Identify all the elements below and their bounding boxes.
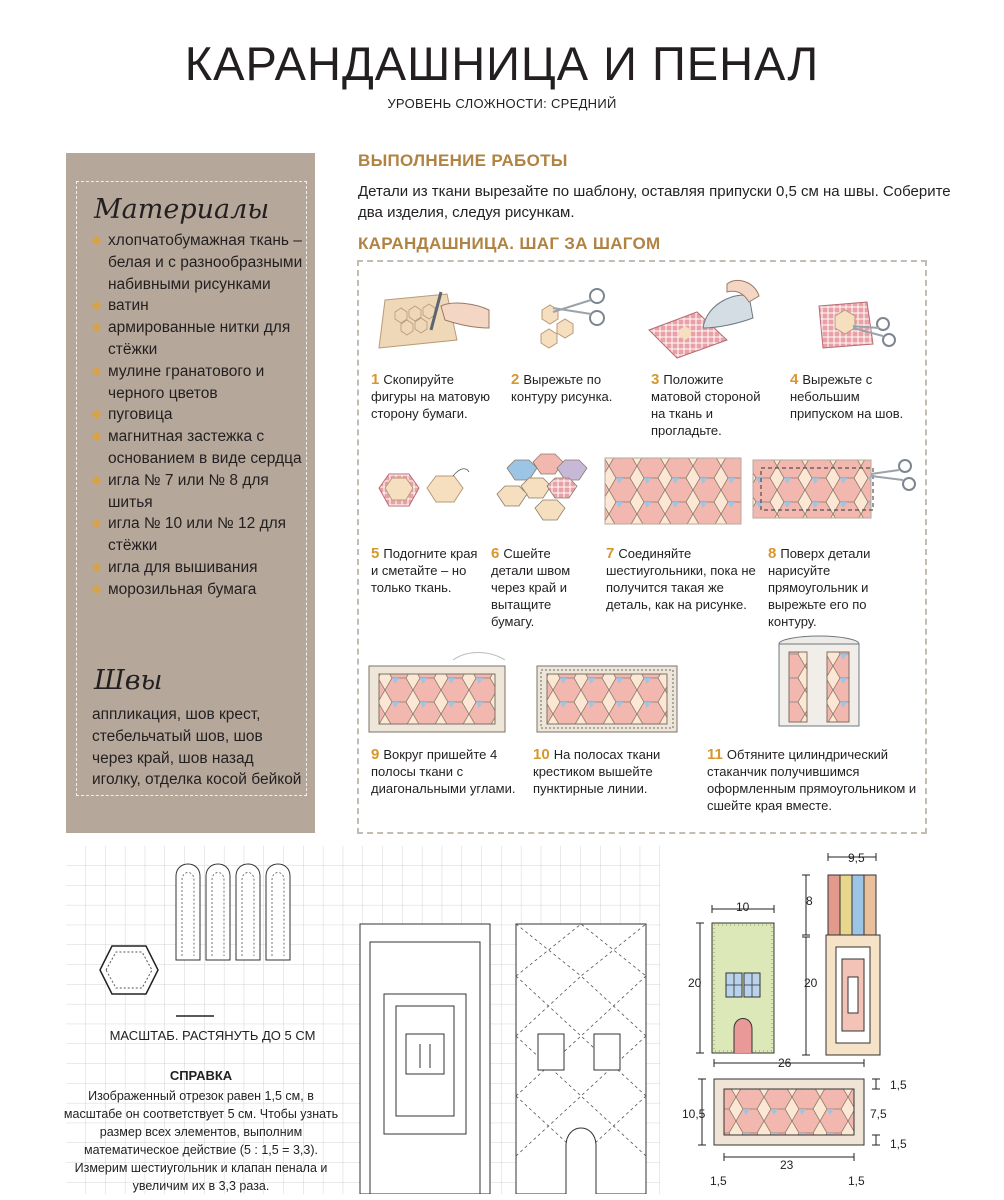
dim-holder-width: 9,5 (848, 851, 865, 865)
list-item: мулине гранатового и черного цветов (88, 361, 312, 405)
step-10: 10 На полосах ткани крестиком вышейте пунктирные линии. (533, 746, 661, 796)
dim-panel-left-margin: 1,5 (710, 1174, 727, 1188)
step-8-illustration (753, 460, 915, 518)
pencil-case-front (712, 923, 774, 1053)
work-heading: ВЫПОЛНЕНИЕ РАБОТЫ (358, 151, 568, 170)
finished-products (680, 845, 900, 1190)
step-2: 2 Вырежьте по контуру рисунка. (511, 371, 613, 404)
dim-holder-height: 20 (804, 976, 818, 990)
step-3-illustration (649, 280, 759, 358)
materials-list (88, 230, 312, 601)
pencil-case-flap (714, 1079, 864, 1145)
step-11-illustration (779, 636, 859, 726)
list-item: игла № 7 или № 8 для шитья (88, 470, 312, 514)
dim-panel-right-margin: 1,5 (848, 1174, 865, 1188)
step-6: 6 Сшейте детали швом через край и вытащите бумагу. (491, 545, 571, 629)
hexagon-template (100, 946, 158, 994)
step-4: 4 Вырежьте с небольшим припуском на шов. (790, 371, 904, 421)
dim-case-width: 10 (736, 900, 750, 914)
step-1-illustration (379, 292, 489, 348)
step-9: 9 Вокруг пришейте 4 полосы ткани с диагональными углами. (371, 746, 516, 796)
step-11: 11 Обтяните цилиндрический стаканчик получившимся оформленным прямоугольником и сшейте края вместе. (707, 746, 917, 813)
list-item: магнитная застежка с основанием в виде сердца (88, 426, 312, 470)
dim-panel-inner-height: 7,5 (870, 1107, 887, 1121)
dim-panel-border-bottom: 1,5 (890, 1137, 907, 1151)
step-7: 7 Соединяйте шестиугольники, пока не получится такая же деталь, как на рисунке. (606, 545, 756, 612)
seams-text: аппликация, шов крест, стебельчатый шов, шов через край, шов назад иголку, отделка косой бейкой (92, 706, 302, 789)
seams-heading: Швы (94, 665, 163, 696)
steps-heading: КАРАНДАШНИЦА. ШАГ ЗА ШАГОМ (358, 234, 661, 253)
step-8: 8 Поверх детали нарисуйте прямоугольник и вырежьте его по контуру. (768, 545, 871, 629)
dim-panel-total-width: 26 (778, 1056, 792, 1070)
dim-panel-height: 10,5 (682, 1107, 706, 1121)
dim-panel-border-top: 1,5 (890, 1078, 907, 1092)
step-2-illustration (541, 289, 604, 348)
dim-case-height: 20 (688, 976, 702, 990)
step-7-illustration (605, 458, 741, 524)
step-1: 1 Скопируйте фигуры на матовую сторону бумаги. (371, 371, 491, 421)
page-title: КАРАНДАШНИЦА И ПЕНАЛ (184, 37, 820, 90)
step-3: 3 Положите матовой стороной на ткань и прогладьте. (651, 371, 761, 438)
dim-panel-inner-width: 23 (780, 1158, 794, 1172)
log-cabin-template (360, 924, 490, 1194)
step-9-illustration (369, 653, 505, 733)
step-6-illustration (497, 454, 587, 520)
materials-heading: Материалы (94, 194, 270, 225)
list-item: армированные нитки для стёжки (88, 317, 312, 361)
work-text: Детали из ткани вырезайте по шаблону, оставляя припуски 0,5 см на швы. Соберите два изделия, следуя рисункам. (358, 183, 951, 221)
step-5-illustration (379, 469, 469, 506)
list-item: морозильная бумага (88, 579, 312, 601)
reference-heading: СПРАВКА (169, 1068, 233, 1083)
list-item: игла для вышивания (88, 557, 312, 579)
step-10-illustration (537, 666, 677, 732)
scale-label: МАСШТАБ. РАСТЯНУТЬ ДО 5 СМ (109, 1028, 316, 1043)
pencil-loops-template (176, 864, 304, 964)
list-item: игла № 10 или № 12 для стёжки (88, 513, 312, 557)
step-5: 5 Подогните края и сметайте – но только ткань. (371, 545, 478, 595)
house-template (516, 924, 646, 1194)
step-4-illustration (819, 302, 895, 348)
pencil-holder (826, 875, 880, 1055)
list-item: хлопчатобумажная ткань – белая и с разнообразными набивными рисунками (88, 230, 312, 295)
reference-text: Изображенный отрезок равен 1,5 см, в масштабе он соответствует 5 см. Чтобы узнать размер всех элементов, выполним математическое действие (5 : 1,5 = 3,3). Измерим шестиугольник и клапан пенала и увеличим их в 3,3 раза. (63, 1089, 339, 1193)
dim-holder-top: 8 (806, 894, 813, 908)
list-item: пуговица (88, 404, 312, 426)
difficulty-level: УРОВЕНЬ СЛОЖНОСТИ: СРЕДНИЙ (387, 96, 617, 111)
list-item: ватин (88, 295, 312, 317)
step-illustrations-row3 (357, 630, 923, 740)
